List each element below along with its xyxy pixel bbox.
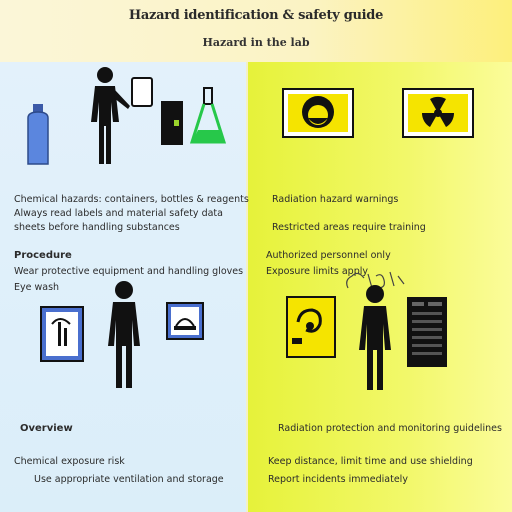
header-banner xyxy=(0,0,512,62)
scanner-icon xyxy=(166,302,204,340)
left-text-line: Wear protective equipment and handling gloves xyxy=(14,266,244,277)
left-text-line: Chemical hazards: containers, bottles & reagents xyxy=(14,194,249,205)
left-text-line: Chemical exposure risk xyxy=(14,456,125,467)
hazard-sign-icon xyxy=(282,88,354,138)
left-text-line: Always read labels and material safety data xyxy=(14,208,223,219)
page-subtitle: Hazard in the lab xyxy=(202,36,310,49)
left-text-line: sheets before handling substances xyxy=(14,222,180,233)
left-text-line: Eye wash xyxy=(14,282,60,293)
person-icon xyxy=(350,284,400,392)
person-icon xyxy=(98,280,150,390)
right-text-line: Restricted areas require training xyxy=(272,222,426,233)
right-text-line: Exposure limits apply xyxy=(266,266,369,277)
gas-cylinder-icon xyxy=(24,104,52,166)
flask-icon xyxy=(190,86,230,148)
control-panel-icon xyxy=(406,296,448,368)
radio-device-icon xyxy=(160,100,184,146)
right-text-line: Radiation protection and monitoring guidelines xyxy=(278,423,502,434)
page-title: Hazard identification & safety guide xyxy=(128,8,384,23)
left-text-line: Use appropriate ventilation and storage xyxy=(34,474,224,485)
biohazard-poster-icon xyxy=(286,296,336,358)
tablet-icon xyxy=(130,76,156,110)
radiation-sign-icon xyxy=(402,88,474,138)
right-text-line: Keep distance, limit time and use shielding xyxy=(268,456,473,467)
person-icon xyxy=(78,66,136,166)
left-heading: Procedure xyxy=(14,250,72,261)
left-heading: Overview xyxy=(20,423,73,434)
right-text-line: Report incidents immediately xyxy=(268,474,408,485)
right-text-line: Radiation hazard warnings xyxy=(272,194,399,205)
right-text-line: Authorized personnel only xyxy=(266,250,391,261)
lab-tablet-icon xyxy=(40,306,84,362)
